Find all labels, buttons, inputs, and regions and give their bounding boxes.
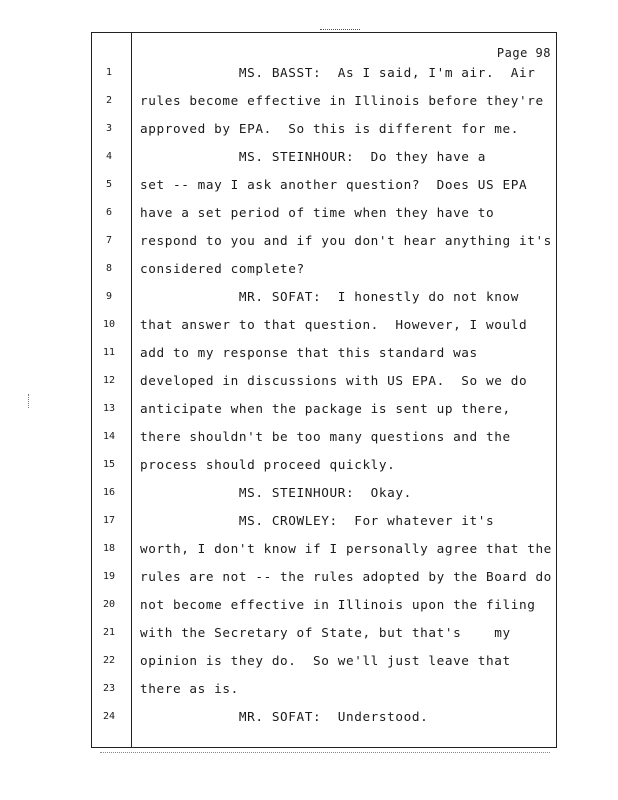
line-number: 1 — [105, 67, 113, 78]
line-text: rules are not -- the rules adopted by the Board do — [140, 569, 552, 584]
line-text: process should proceed quickly. — [140, 457, 396, 472]
line-number: 6 — [105, 207, 113, 218]
line-number: 15 — [102, 459, 116, 470]
line-number: 12 — [102, 375, 116, 386]
line-text: MR. SOFAT: I honestly do not know — [140, 289, 519, 304]
scan-artifact-bottom — [100, 752, 550, 754]
transcript-line — [0, 87, 618, 115]
line-number: 13 — [102, 403, 116, 414]
line-text: that answer to that question. However, I would — [140, 317, 528, 332]
line-number: 21 — [102, 627, 116, 638]
line-number: 20 — [102, 599, 116, 610]
line-number: 8 — [105, 263, 113, 274]
transcript-body — [0, 59, 618, 731]
line-number: 9 — [105, 291, 113, 302]
transcript-line — [0, 563, 618, 591]
line-text: opinion is they do. So we'll just leave that — [140, 653, 511, 668]
transcript-line — [0, 451, 618, 479]
line-text: considered complete? — [140, 261, 305, 276]
line-text: with the Secretary of State, but that's my — [140, 625, 511, 640]
transcript-line — [0, 703, 618, 731]
line-number: 19 — [102, 571, 116, 582]
line-number: 22 — [102, 655, 116, 666]
line-number: 3 — [105, 123, 113, 134]
transcript-line — [0, 311, 618, 339]
line-number: 17 — [102, 515, 116, 526]
transcript-line — [0, 507, 618, 535]
line-number: 24 — [102, 711, 116, 722]
line-text: worth, I don't know if I personally agree that the — [140, 541, 552, 556]
transcript-line — [0, 591, 618, 619]
line-text: have a set period of time when they have to — [140, 205, 495, 220]
transcript-line — [0, 339, 618, 367]
transcript-line — [0, 619, 618, 647]
line-number: 4 — [105, 151, 113, 162]
line-number: 23 — [102, 683, 116, 694]
transcript-line — [0, 255, 618, 283]
transcript-line — [0, 395, 618, 423]
line-text: approved by EPA. So this is different for me. — [140, 121, 519, 136]
line-number: 5 — [105, 179, 113, 190]
line-text: MS. STEINHOUR: Do they have a — [140, 149, 487, 164]
scan-artifact-top — [320, 29, 360, 31]
line-text: anticipate when the package is sent up there, — [140, 401, 511, 416]
transcript-line — [0, 171, 618, 199]
line-number: 10 — [102, 319, 116, 330]
transcript-line — [0, 59, 618, 87]
line-text: set -- may I ask another question? Does US EPA — [140, 177, 528, 192]
line-text: developed in discussions with US EPA. So we do — [140, 373, 528, 388]
transcript-line — [0, 115, 618, 143]
transcript-line — [0, 227, 618, 255]
line-text: rules become effective in Illinois before they're — [140, 93, 544, 108]
line-text: MR. SOFAT: Understood. — [140, 709, 429, 724]
line-text: there shouldn't be too many questions and the — [140, 429, 511, 444]
line-text: add to my response that this standard was — [140, 345, 478, 360]
transcript-line — [0, 535, 618, 563]
line-text: MS. BASST: As I said, I'm air. Air — [140, 65, 536, 80]
line-text: respond to you and if you don't hear anything it's — [140, 233, 552, 248]
line-number: 18 — [102, 543, 116, 554]
line-number: 11 — [102, 347, 116, 358]
line-number: 16 — [102, 487, 116, 498]
line-number: 14 — [102, 431, 116, 442]
line-text: MS. CROWLEY: For whatever it's — [140, 513, 495, 528]
line-text: not become effective in Illinois upon the filing — [140, 597, 536, 612]
line-number: 7 — [105, 235, 113, 246]
transcript-line — [0, 283, 618, 311]
line-text: there as is. — [140, 681, 239, 696]
transcript-line — [0, 199, 618, 227]
line-number: 2 — [105, 95, 113, 106]
transcript-line — [0, 479, 618, 507]
line-text: MS. STEINHOUR: Okay. — [140, 485, 412, 500]
transcript-line — [0, 647, 618, 675]
page-number: Page 98 — [496, 46, 551, 60]
transcript-line — [0, 675, 618, 703]
transcript-line — [0, 367, 618, 395]
transcript-line — [0, 423, 618, 451]
transcript-line — [0, 143, 618, 171]
